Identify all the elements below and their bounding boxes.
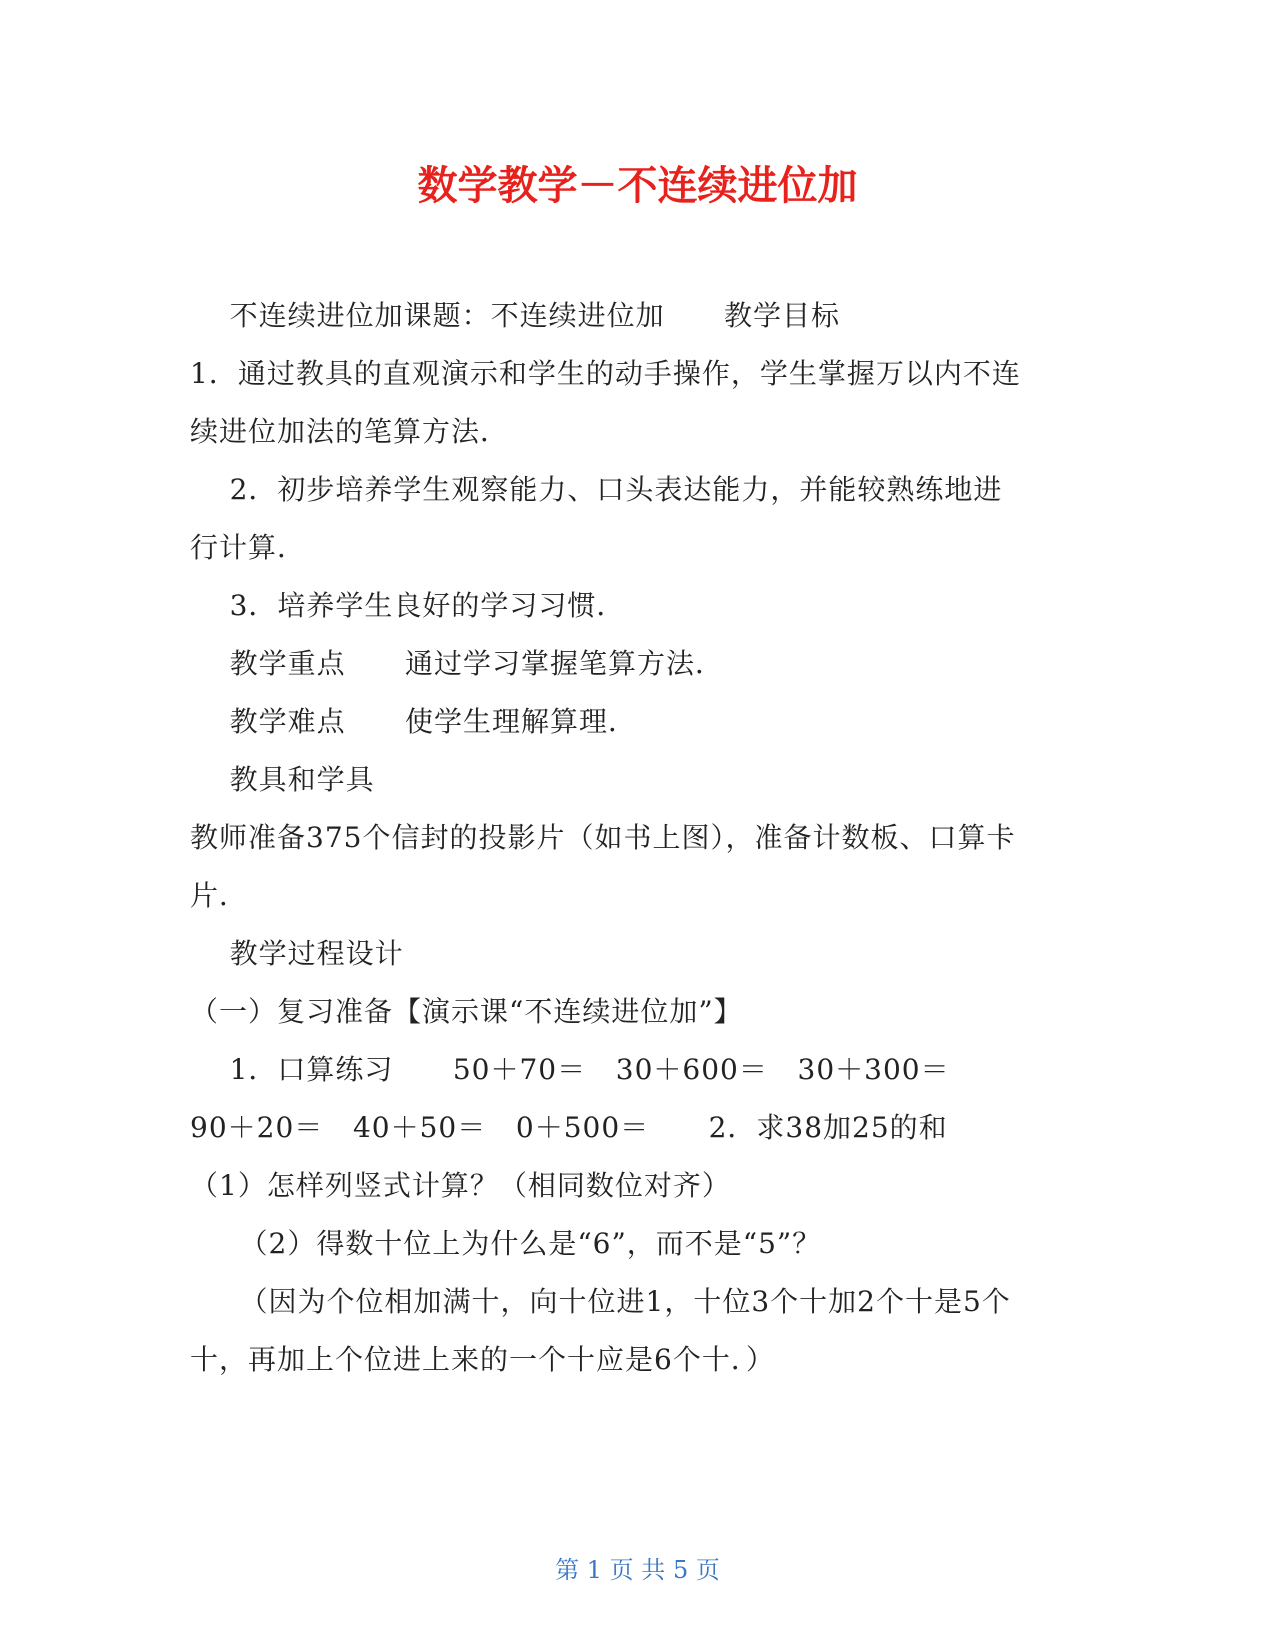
- text-line: 90＋20＝ 40＋50＝ 0＋500＝ 2．求38加25的和: [190, 1111, 948, 1144]
- text-line: 教学重点 通过学习掌握笔算方法．: [190, 647, 725, 680]
- text-line: 行计算．: [190, 531, 307, 564]
- text-line: 3．培养学生良好的学习习惯．: [190, 589, 626, 622]
- text-line: （1）怎样列竖式计算？（相同数位对齐）: [190, 1169, 731, 1202]
- text-line: 教师准备375个信封的投影片（如书上图），准备计数板、口算卡: [190, 821, 1016, 854]
- text-line: 教学难点 使学生理解算理．: [190, 705, 638, 738]
- text-line: 续进位加法的笔算方法．: [190, 415, 510, 448]
- text-line: 2．初步培养学生观察能力、口头表达能力，并能较熟练地进: [190, 473, 1003, 506]
- text-line: 不连续进位加课题：不连续进位加 教学目标: [190, 299, 841, 332]
- document-title: 数学教学－不连续进位加: [417, 163, 858, 209]
- text-line: 1．口算练习 50＋70＝ 30＋600＝ 30＋300＝: [190, 1053, 950, 1086]
- text-line: 教学过程设计: [190, 937, 404, 970]
- text-line: （因为个位相加满十，向十位进1，十位3个十加2个十是5个: [190, 1285, 1011, 1318]
- text-line: （一）复习准备【演示课“不连续进位加”】: [190, 995, 743, 1028]
- text-line: （2）得数十位上为什么是“6”，而不是“5”？: [190, 1227, 822, 1260]
- page-footer: 第 1 页 共 5 页: [555, 1556, 720, 1584]
- text-line: 1．通过教具的直观演示和学生的动手操作，学生掌握万以内不连: [190, 357, 1021, 390]
- text-line: 教具和学具: [190, 763, 375, 796]
- text-line: 十，再加上个位进上来的一个十应是6个十．）: [190, 1343, 775, 1376]
- text-line: 片．: [190, 879, 249, 912]
